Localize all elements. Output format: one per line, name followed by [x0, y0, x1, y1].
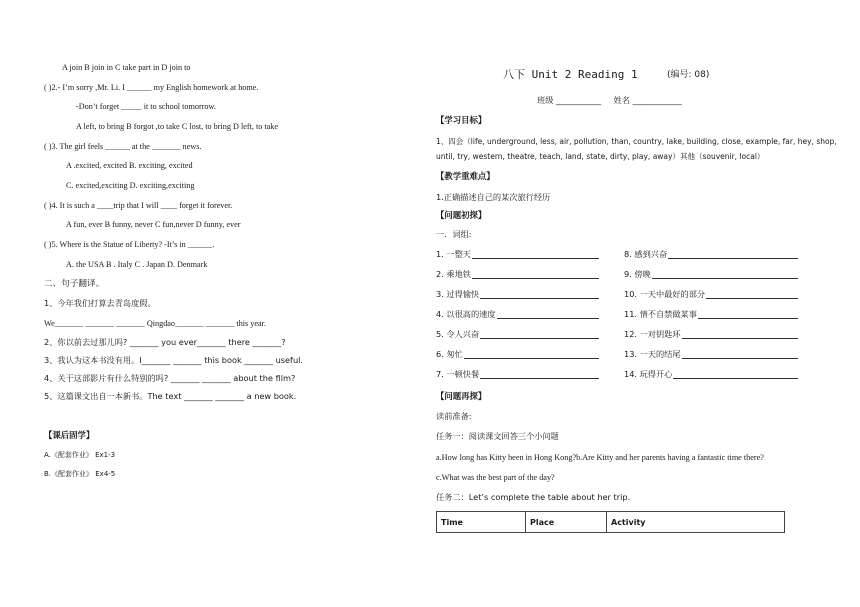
translation-4: 4、关于这部影片有什么特别的吗? _______ _______ about the film? [44, 373, 296, 383]
q1-options: A join B join in C take part in D join to [62, 63, 191, 72]
goals-heading: 【学习目标】 [436, 115, 487, 125]
phrase-item: 14. 玩得开心 [624, 369, 673, 379]
col-time: Time [437, 512, 526, 533]
class-blank: ___________ [556, 95, 602, 105]
phrase-item: 10. 一天中最好的部分 [624, 289, 706, 299]
name-label: 姓名 [613, 95, 631, 105]
phrase-item: 7. 一顿快餐 [436, 369, 480, 379]
phrases-label: 一．词组: [436, 229, 472, 239]
task-1: 任务一：阅读课文回答三个小问题 [436, 431, 559, 441]
phrase-item: 4. 以很高的速度 [436, 309, 496, 319]
table-header-row [437, 512, 785, 533]
explore-heading: 【问题初探】 [436, 210, 487, 220]
phrase-item: 11. 情不自禁做某事 [624, 309, 697, 319]
trip-table [436, 511, 785, 533]
name-blank: ____________ [632, 95, 682, 105]
class-label: 班级 [537, 95, 554, 105]
col-place: Place [526, 512, 607, 533]
homework-a: A.《配套作业》 Ex1-3 [44, 451, 116, 459]
section-translation-heading: 二、句子翻译。 [44, 279, 105, 289]
q4-options: A fun, ever B funny, never C fun,never D funny, ever [66, 220, 241, 229]
q3: ( )3. The girl feels ______ at the _______ news. [44, 142, 202, 151]
phrase-item: 3. 过得愉快 [436, 289, 480, 299]
q5: ( )5. Where is the Statue of Liberty? -It’s in ______. [44, 240, 215, 249]
q2-reply: -Don’t forget _____ it to school tomorrow. [76, 102, 216, 111]
q5-options: A. the USA B . Italy C . Japan D. Denmark [66, 260, 208, 269]
task-2: 任务二：Let’s complete the table about her trip. [436, 492, 631, 502]
class-name-line [537, 95, 682, 106]
translation-5: 5、这篇课文出自一本新书。The text _______ _______ a new book. [44, 391, 297, 401]
translation-3: 3、我认为这本书没有用。I_______ _______ this book _______ useful. [44, 355, 304, 365]
col-activity: Activity [607, 512, 785, 533]
phrase-item: 9. 傍晚 [624, 269, 651, 279]
q3-options-2: C. excited,exciting D. exciting,exciting [66, 181, 195, 190]
q4: ( )4. It is such a ____trip that I will ____ forget it forever. [44, 201, 233, 210]
phrase-item: 8. 感到兴奋 [624, 249, 668, 259]
key-points-text: 1.正确描述自己的某次旅行经历 [436, 192, 551, 202]
worksheet-code: (编号: 08) [667, 70, 710, 80]
q2: ( )2.- I’m sorry ,Mr. Li. I ______ my English homework at home. [44, 83, 259, 92]
questions-a-b: a.How long has Kitty been in Hong Kong?b.Are Kitty and her parents having a fantastic time there? [436, 453, 764, 462]
goals-text-2: until, try, western, theatre, teach, land, state, dirty, play, away）其他（souvenir, local） [436, 152, 765, 161]
phrase-item: 13. 一天的结尾 [624, 349, 681, 359]
phrase-item: 1. 一整天 [436, 249, 471, 259]
translation-1: 1、今年我们打算去青岛度假。 [44, 298, 156, 308]
key-points-heading: 【教学重难点】 [436, 171, 495, 181]
question-c: c.What was the best part of the day? [436, 473, 555, 482]
phrase-item: 2. 乘地铁 [436, 269, 471, 279]
phrase-item: 5. 令人兴奋 [436, 329, 480, 339]
pre-reading-label: 读前准备: [436, 411, 472, 421]
q2-options: A left, to bring B forgot ,to take C lost, to bring D left, to take [76, 122, 279, 131]
translation-1-en: We_______ _______ _______ Qingdao_______ _______ this year. [44, 319, 266, 328]
phrase-item: 12. 一对钥匙环 [624, 329, 681, 339]
phrase-item: 6. 匆忙 [436, 349, 463, 359]
page-title: 八下 Unit 2 Reading 1 [503, 68, 638, 81]
translation-2: 2、你以前去过那儿吗? _______ you ever_______ there _______? [44, 337, 286, 347]
homework-b: B.《配套作业》 Ex4-5 [44, 470, 116, 478]
q3-options-1: A .excited, excited B. exciting, excited [66, 161, 193, 170]
goals-text-1: 1、四会（life, underground, less, air, pollution, than, country, lake, building, close, example, far, hey, shop, [436, 137, 837, 146]
re-explore-heading: 【问题再探】 [436, 391, 487, 401]
after-class-heading: 【课后固学】 [44, 430, 95, 440]
